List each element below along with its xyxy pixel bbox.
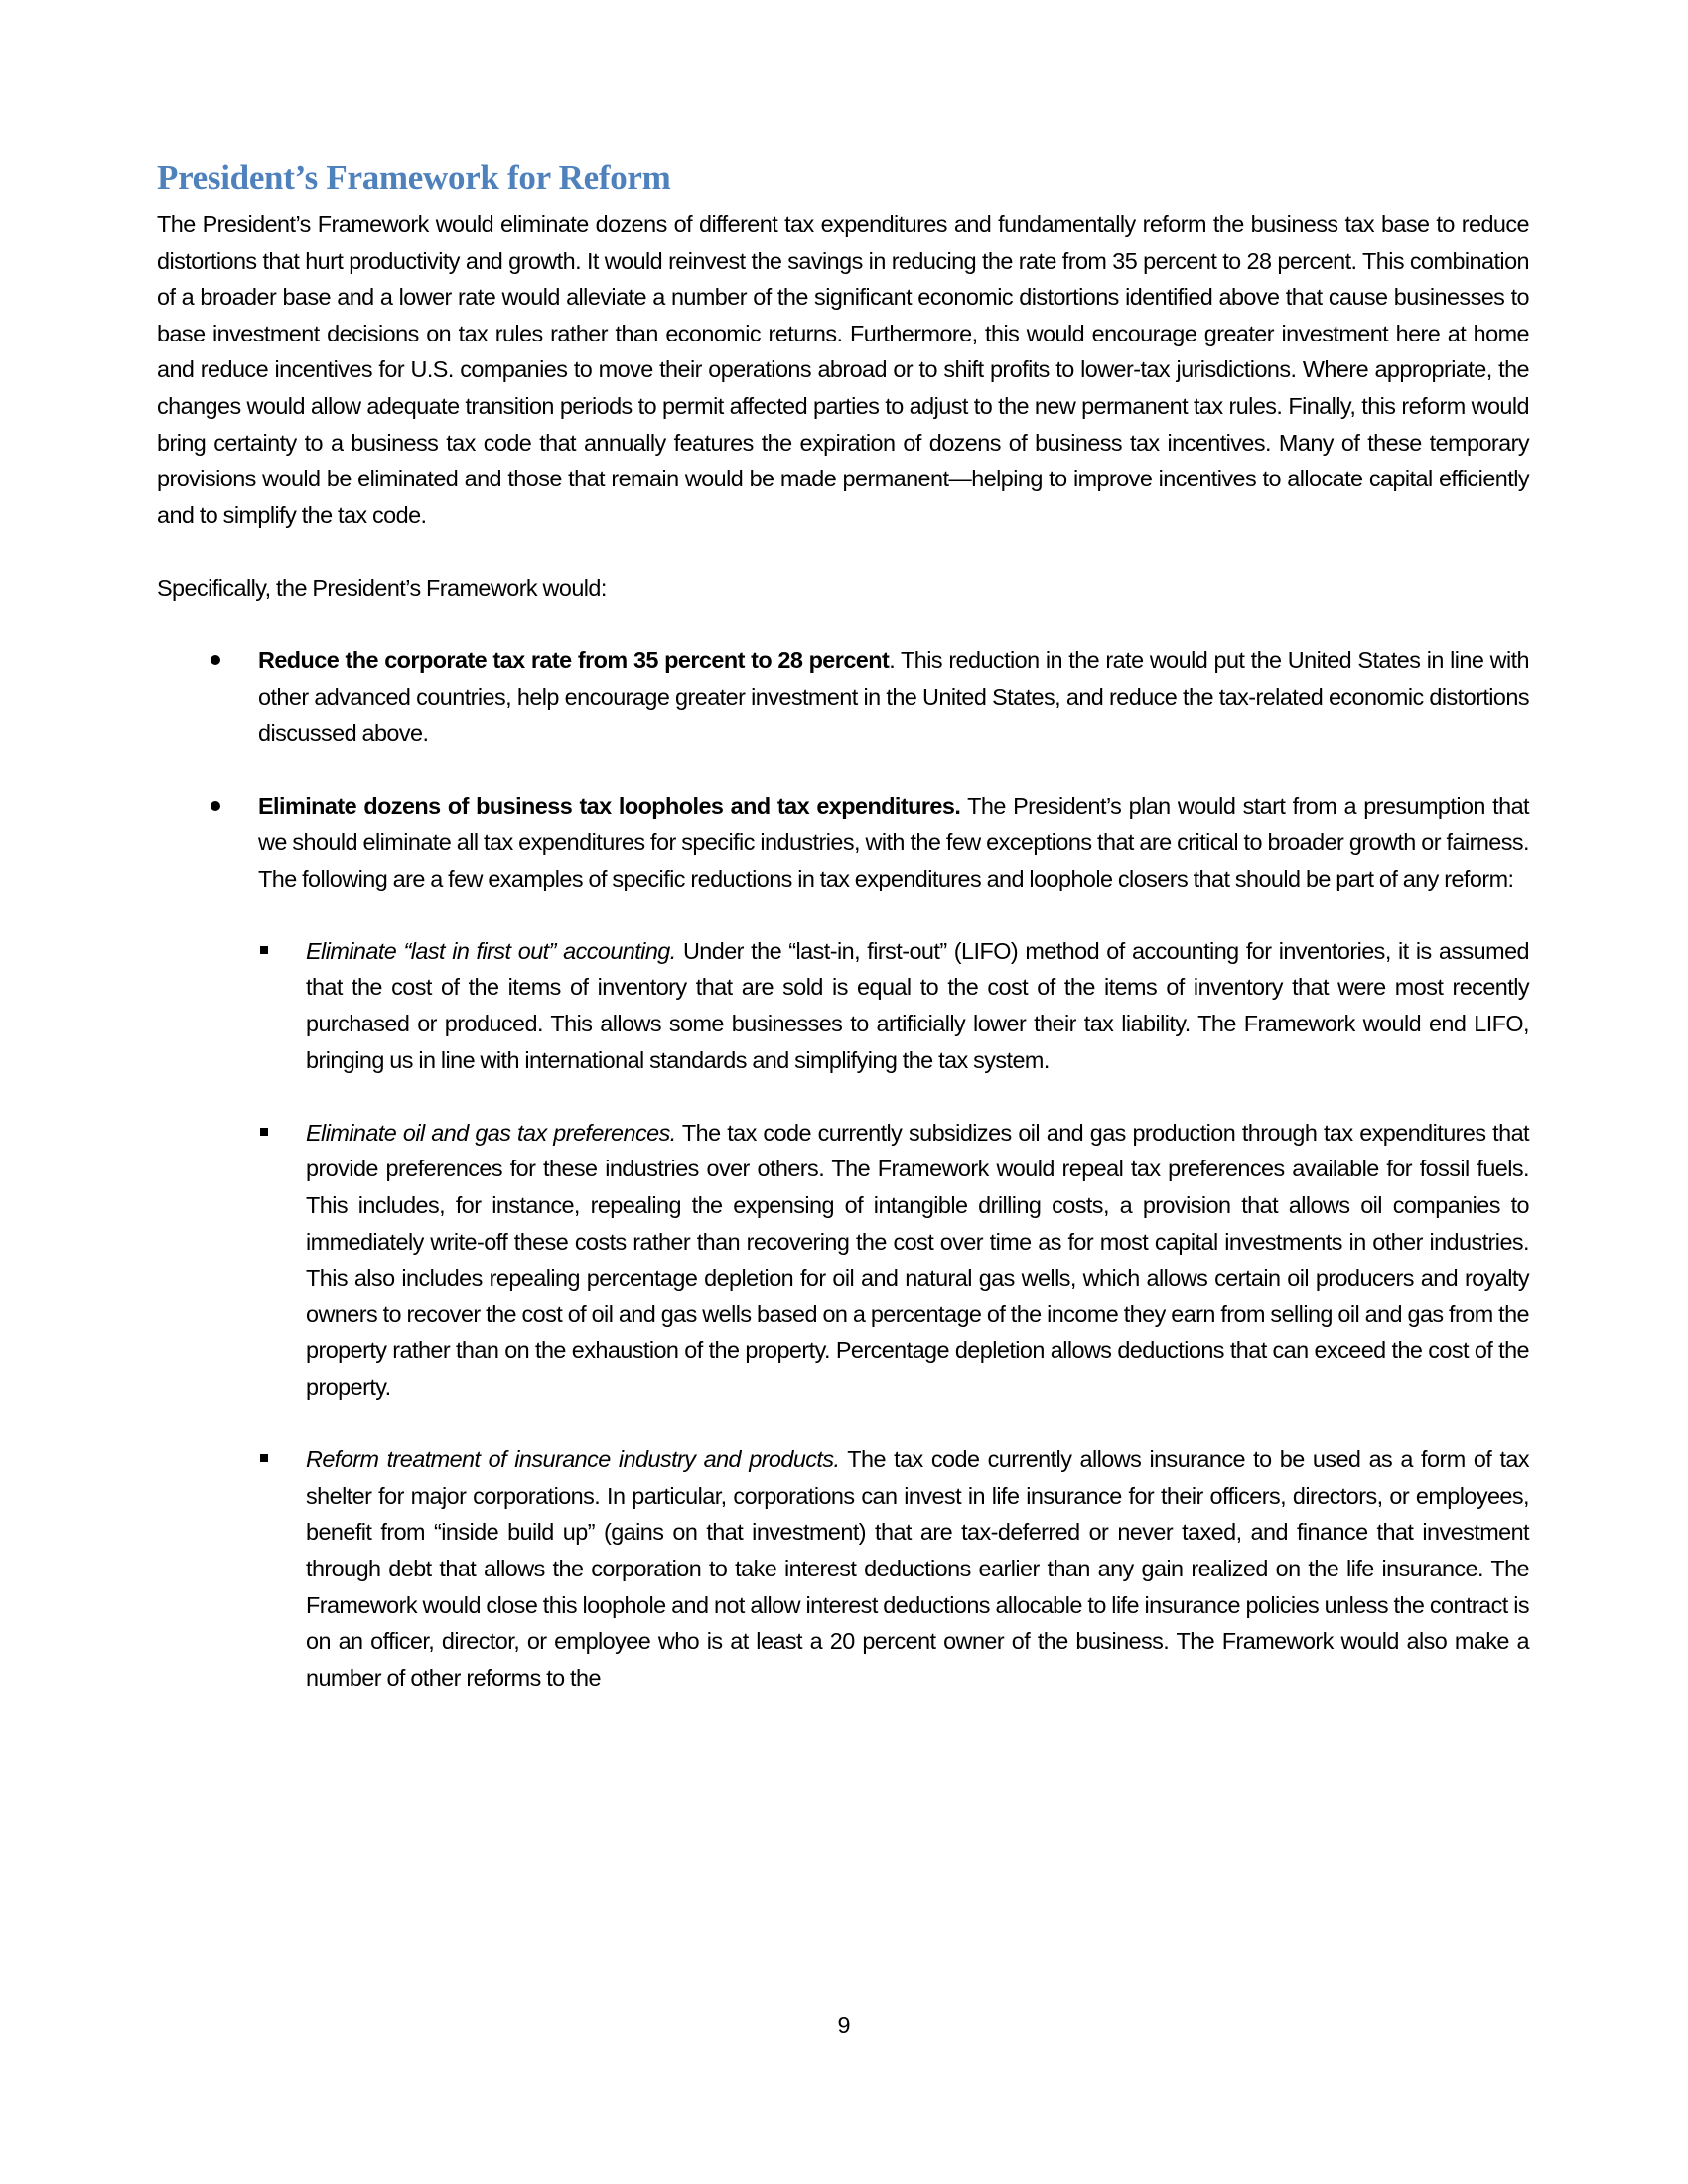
bullet-body: . This reduction in the rate would put the United States in line with other advanced countries, help encourage greater investment in the United States, and reduce the tax-related economic distortions discussed above. — [258, 647, 1529, 747]
main-bullet-list — [157, 642, 1529, 896]
square-bullet-icon — [260, 1128, 268, 1136]
bullet-dot-icon — [211, 655, 220, 665]
intro-paragraph: The President’s Framework would eliminate dozens of different tax expenditures and fundamentally reform the business tax base to reduce distortions that hurt productivity and growth. It would reinvest the savings in reducing the rate from 35 percent to 28 percent. This combination of a broader base and a lower rate would alleviate a number of the significant economic distortions identified above that cause businesses to base investment decisions on tax rules rather than economic returns. Furthermore, this would encourage greater investment here at home and reduce incentives for U.S. companies to move their operations abroad or to shift profits to lower-tax jurisdictions. Where appropriate, the changes would allow adequate transition periods to permit affected parties to adjust to the new permanent tax rules. Finally, this reform would bring certainty to a business tax code that annually features the expiration of dozens of business tax incentives. Many of these temporary provisions would be eliminated and those that remain would be made permanent—helping to improve incentives to allocate capital efficiently and to simplify the tax code. — [157, 211, 1529, 528]
lead-in-text: Specifically, the President’s Framework would: — [157, 574, 607, 601]
spacer — [157, 896, 1529, 933]
sub-bullet-italic-lead: Eliminate oil and gas tax preferences. — [306, 1119, 676, 1146]
spacer — [157, 533, 1529, 570]
sub-bullet-lifo — [157, 933, 1529, 1078]
spacer — [157, 607, 1529, 643]
sub-bullet-list — [157, 933, 1529, 1696]
bullet-bold-lead: Eliminate dozens of business tax loopholes and tax expenditures. — [258, 792, 961, 819]
sub-bullet-body: The tax code currently subsidizes oil and gas production through tax expenditures that provide preferences for these industries over others. The Framework would repeal tax preferences available for fossil fuels. This includes, for instance, repealing the expensing of intangible drilling costs, a provision that allows oil companies to immediately write-off these costs rather than recovering the cost over time as for most capital investments in other industries. This also includes repealing percentage depletion for oil and natural gas wells, which allows certain oil producers and royalty owners to recover the cost of oil and gas wells based on a percentage of the income they earn from selling oil and gas from the property rather than on the exhaustion of the property. Percentage depletion allows deductions that can exceed the cost of the property. — [306, 1119, 1529, 1400]
page-number: 9 — [837, 2012, 851, 2038]
sub-bullet-body: The tax code currently allows insurance to be used as a form of tax shelter for major corporations. In particular, corporations can invest in life insurance for their officers, directors, or employees, benefit from “inside build up” (gains on that investment) that are tax-deferred or never taxed, and finance that investment through debt that allows the corporation to take interest deductions earlier than any gain realized on the life insurance. The Framework would close this loophole and not allow interest deductions allocable to life insurance policies unless the contract is on an officer, director, or employee who is at least a 20 percent owner of the business. The Framework would also make a number of other reforms to the — [306, 1446, 1529, 1691]
section-heading: President’s Framework for Reform — [157, 158, 671, 197]
document-page — [157, 155, 1529, 1696]
sub-bullet-insurance — [157, 1441, 1529, 1696]
spacer — [157, 1406, 1529, 1442]
sub-bullet-italic-lead: Reform treatment of insurance industry and products. — [306, 1446, 840, 1473]
bullet-body: The President’s plan would start from a presumption that we should eliminate all tax expenditures for specific industries, with the few exceptions that are critical to broader growth or fairness. The following are a few examples of specific reductions in tax expenditures and loophole closers that should be part of any reform: — [258, 792, 1529, 891]
sub-bullet-body: Under the “last-in, first-out” (LIFO) method of accounting for inventories, it is assumed that the cost of the items of inventory that are sold is equal to the cost of the items of inventory that were most recently purchased or produced. This allows some businesses to artificially lower their tax liability. The Framework would end LIFO, bringing us in line with international standards and simplifying the tax system. — [306, 937, 1529, 1073]
bullet-text — [258, 788, 1529, 897]
bullet-bold-lead: Reduce the corporate tax rate from 35 percent to 28 percent — [258, 647, 890, 674]
spacer — [157, 1078, 1529, 1115]
sub-bullet-italic-lead: Eliminate “last in first out” accounting. — [306, 937, 676, 964]
square-bullet-icon — [260, 1454, 268, 1462]
bullet-dot-icon — [211, 801, 220, 811]
sub-bullet-text — [306, 1441, 1529, 1696]
square-bullet-icon — [260, 946, 268, 954]
bullet-text — [258, 642, 1529, 751]
sub-bullet-text — [306, 1115, 1529, 1406]
sub-bullet-text — [306, 933, 1529, 1078]
sub-bullet-oil-gas — [157, 1115, 1529, 1406]
bullet-item-reduce-rate — [157, 642, 1529, 751]
spacer — [157, 751, 1529, 788]
bullet-item-eliminate-loopholes — [157, 788, 1529, 897]
